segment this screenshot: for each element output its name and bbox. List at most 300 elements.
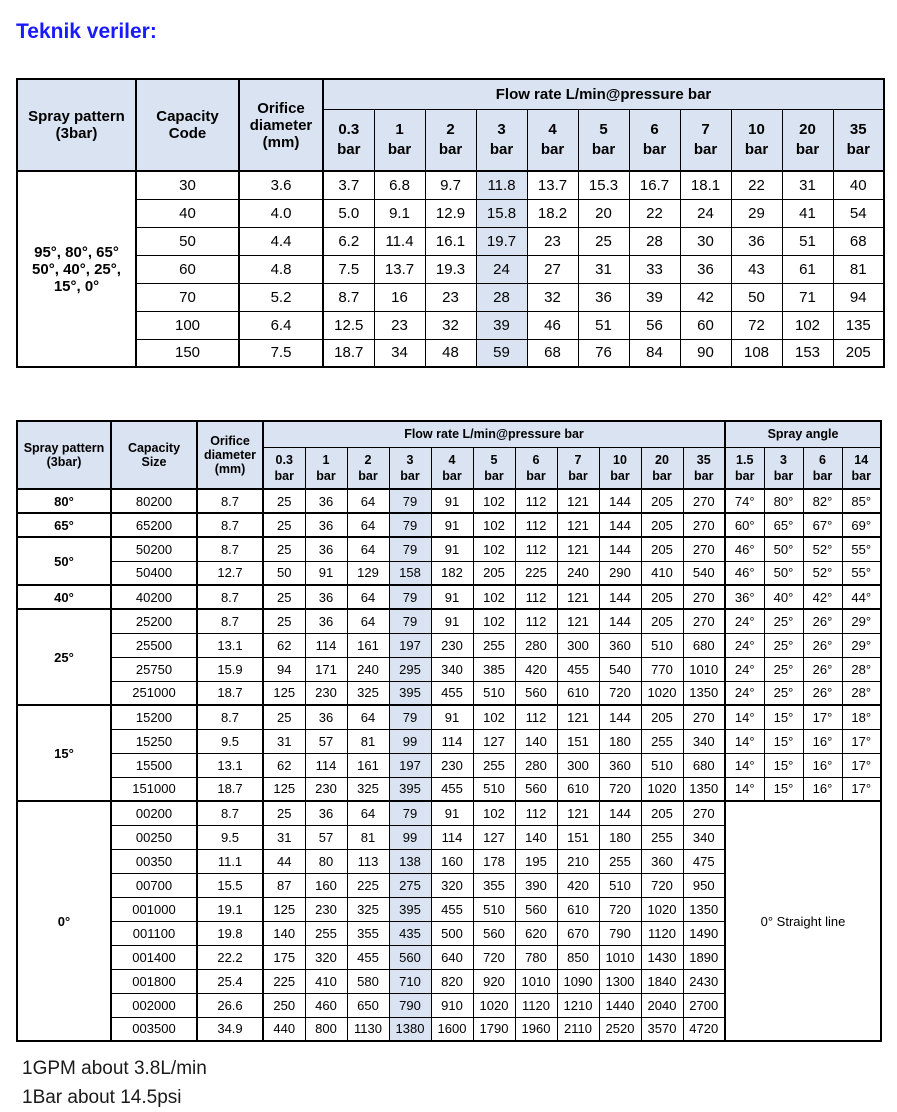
flow-cell: 102 xyxy=(473,705,515,729)
spray-angle-cell: 15° xyxy=(764,705,803,729)
pressure-unit: bar xyxy=(693,140,718,158)
flow-cell: 28 xyxy=(476,283,527,311)
flow-cell: 182 xyxy=(431,561,473,585)
pressure-header xyxy=(347,447,389,489)
flow-cell: 325 xyxy=(347,897,389,921)
flow-cell: 850 xyxy=(557,945,599,969)
capacity-size-cell: 15250 xyxy=(111,729,197,753)
orifice-diameter-cell: 15.9 xyxy=(197,657,263,681)
capacity-size-cell: 151000 xyxy=(111,777,197,801)
flow-cell: 1430 xyxy=(641,945,683,969)
flow-cell: 1010 xyxy=(515,969,557,993)
flow-cell: 32 xyxy=(527,283,578,311)
table-row xyxy=(17,537,881,561)
footnote-line: 1GPM about 3.8L/min xyxy=(22,1058,207,1079)
flow-cell: 205 xyxy=(641,609,683,633)
pressure-value: 5 xyxy=(490,452,498,467)
flow-cell: 102 xyxy=(473,489,515,513)
spray-angle-cell: 26° xyxy=(803,681,842,705)
flow-cell: 79 xyxy=(389,705,431,729)
flow-cell: 1010 xyxy=(683,657,725,681)
spray-angle-cell: 24° xyxy=(725,657,764,681)
capacity-code-cell: 50 xyxy=(136,227,239,255)
flow-cell: 121 xyxy=(557,489,599,513)
spray-angle-cell: 14° xyxy=(725,753,764,777)
pressure-unit: bar xyxy=(489,140,514,158)
flow-cell: 160 xyxy=(431,849,473,873)
flow-cell: 435 xyxy=(389,921,431,945)
flow-cell: 64 xyxy=(347,537,389,561)
flow-cell: 1090 xyxy=(557,969,599,993)
flow-cell: 230 xyxy=(305,681,347,705)
spray-angle-cell: 17° xyxy=(842,729,881,753)
flow-cell: 31 xyxy=(263,729,305,753)
flow-cell: 270 xyxy=(683,585,725,609)
flow-cell: 270 xyxy=(683,705,725,729)
pressure-value: 3 xyxy=(406,452,414,467)
pressure-value: 1 xyxy=(322,452,330,467)
spray-angle-cell: 36° xyxy=(725,585,764,609)
flow-cell: 360 xyxy=(599,633,641,657)
flow-cell: 121 xyxy=(557,705,599,729)
spray-angle-cell: 15° xyxy=(764,777,803,801)
orifice-diameter-cell: 9.5 xyxy=(197,729,263,753)
capacity-size-cell: 00350 xyxy=(111,849,197,873)
flow-cell: 71 xyxy=(782,283,833,311)
spray-angle-cell: 16° xyxy=(803,729,842,753)
flow-cell: 455 xyxy=(557,657,599,681)
flow-cell: 540 xyxy=(683,561,725,585)
spray-angle-cell: 69° xyxy=(842,513,881,537)
flow-cell: 25 xyxy=(263,537,305,561)
orifice-diameter-cell: 8.7 xyxy=(197,609,263,633)
pressure-header xyxy=(473,447,515,489)
flow-cell: 22 xyxy=(731,171,782,199)
flow-cell: 197 xyxy=(389,633,431,657)
flow-cell: 270 xyxy=(683,537,725,561)
capacity-size-cell: 65200 xyxy=(111,513,197,537)
flow-cell: 94 xyxy=(833,283,884,311)
flow-cell: 16 xyxy=(374,283,425,311)
flow-cell: 230 xyxy=(431,633,473,657)
flow-cell: 15.8 xyxy=(476,199,527,227)
flow-cell: 62 xyxy=(263,633,305,657)
table-row xyxy=(17,777,881,801)
flow-cell: 475 xyxy=(683,849,725,873)
spray-angle-cell: 24° xyxy=(725,633,764,657)
spray-angle-cell: 25° xyxy=(764,657,803,681)
flow-cell: 12.5 xyxy=(323,311,374,339)
flow-cell: 275 xyxy=(389,873,431,897)
flow-cell: 640 xyxy=(431,945,473,969)
pressure-value: 7 xyxy=(701,120,710,138)
flow-cell: 25 xyxy=(263,705,305,729)
pressure-header xyxy=(578,109,629,171)
pressure-value: 0.3 xyxy=(338,120,360,138)
flow-cell: 114 xyxy=(305,753,347,777)
flow-cell: 25 xyxy=(263,513,305,537)
flow-cell: 144 xyxy=(599,489,641,513)
flow-cell: 121 xyxy=(557,609,599,633)
pressure-unit: bar xyxy=(642,140,667,158)
flow-cell: 510 xyxy=(473,777,515,801)
flow-cell: 2520 xyxy=(599,1017,641,1041)
spray-angle-cell: 52° xyxy=(803,537,842,561)
spray-angle-cell: 26° xyxy=(803,609,842,633)
flow-cell: 81 xyxy=(833,255,884,283)
orifice-diameter-cell: 4.4 xyxy=(239,227,323,255)
flow-cell: 2110 xyxy=(557,1017,599,1041)
flow-cell: 455 xyxy=(347,945,389,969)
flow-cell: 102 xyxy=(473,801,515,825)
capacity-size-cell: 15500 xyxy=(111,753,197,777)
flow-cell: 108 xyxy=(731,339,782,367)
flow-cell: 36 xyxy=(305,489,347,513)
flow-cell: 36 xyxy=(305,513,347,537)
table-row xyxy=(17,513,881,537)
orifice-diameter-cell: 8.7 xyxy=(197,585,263,609)
flow-cell: 79 xyxy=(389,585,431,609)
pressure-value: 3 xyxy=(497,120,506,138)
pressure-header xyxy=(305,447,347,489)
flow-cell: 43 xyxy=(731,255,782,283)
capacity-code-cell: 70 xyxy=(136,283,239,311)
orifice-diameter-cell: 9.5 xyxy=(197,825,263,849)
flow-cell: 1020 xyxy=(473,993,515,1017)
spray-angle-cell: 28° xyxy=(842,681,881,705)
flow-cell: 91 xyxy=(431,489,473,513)
flow-cell: 560 xyxy=(515,777,557,801)
flow-cell: 129 xyxy=(347,561,389,585)
flow-cell: 144 xyxy=(599,585,641,609)
flow-cell: 240 xyxy=(557,561,599,585)
flow-cell: 500 xyxy=(431,921,473,945)
pressure-header xyxy=(842,447,881,489)
flow-cell: 800 xyxy=(305,1017,347,1041)
flow-cell: 610 xyxy=(557,897,599,921)
flow-cell: 460 xyxy=(305,993,347,1017)
flow-cell: 18.1 xyxy=(680,171,731,199)
table-row xyxy=(17,311,884,339)
flow-cell: 4720 xyxy=(683,1017,725,1041)
flow-cell: 31 xyxy=(263,825,305,849)
flow-cell: 60 xyxy=(680,311,731,339)
pressure-value: 0.3 xyxy=(275,452,293,467)
flow-cell: 127 xyxy=(473,729,515,753)
flow-cell: 138 xyxy=(389,849,431,873)
pressure-unit: bar xyxy=(274,468,294,483)
flow-cell: 320 xyxy=(305,945,347,969)
capacity-size-cell: 40200 xyxy=(111,585,197,609)
pressure-unit: bar xyxy=(610,468,630,483)
flow-cell: 140 xyxy=(263,921,305,945)
flow-cell: 91 xyxy=(431,705,473,729)
spray-angle-cell: 67° xyxy=(803,513,842,537)
flow-cell: 112 xyxy=(515,705,557,729)
flow-cell: 135 xyxy=(833,311,884,339)
pressure-value: 5 xyxy=(599,120,608,138)
flow-cell: 205 xyxy=(641,513,683,537)
flow-cell: 11.4 xyxy=(374,227,425,255)
orifice-diameter-cell: 6.4 xyxy=(239,311,323,339)
orifice-diameter-cell: 8.7 xyxy=(197,513,263,537)
orifice-diameter-cell: 26.6 xyxy=(197,993,263,1017)
capacity-size-cell: 001000 xyxy=(111,897,197,921)
flow-cell: 50 xyxy=(731,283,782,311)
pressure-value: 1 xyxy=(395,120,404,138)
flow-cell: 230 xyxy=(431,753,473,777)
flow-cell: 420 xyxy=(515,657,557,681)
flow-cell: 410 xyxy=(305,969,347,993)
flow-cell: 13.7 xyxy=(527,171,578,199)
flow-cell: 140 xyxy=(515,729,557,753)
straight-line-note: 0° Straight line xyxy=(725,801,881,1041)
flow-cell: 3570 xyxy=(641,1017,683,1041)
table-row xyxy=(17,255,884,283)
flow-cell: 57 xyxy=(305,729,347,753)
flow-cell: 42 xyxy=(680,283,731,311)
flow-cell: 144 xyxy=(599,801,641,825)
flow-cell: 225 xyxy=(347,873,389,897)
flow-cell: 102 xyxy=(473,537,515,561)
orifice-diameter-cell: 13.1 xyxy=(197,633,263,657)
flow-rate-group-header: Flow rate L/min@pressure bar xyxy=(323,79,884,109)
flow-rate-table-single-pattern xyxy=(16,78,885,368)
flow-cell: 161 xyxy=(347,633,389,657)
spray-pattern-cell: 65° xyxy=(17,513,111,537)
spray-angle-group-header: Spray angle xyxy=(725,421,881,447)
spray-angle-cell: 40° xyxy=(764,585,803,609)
flow-cell: 510 xyxy=(641,633,683,657)
flow-cell: 48 xyxy=(425,339,476,367)
flow-cell: 34 xyxy=(374,339,425,367)
pressure-unit: bar xyxy=(846,140,870,158)
pressure-header xyxy=(680,109,731,171)
flow-cell: 13.7 xyxy=(374,255,425,283)
spray-pattern-header: Spray pattern (3bar) xyxy=(17,421,111,489)
flow-cell: 90 xyxy=(680,339,731,367)
pressure-header xyxy=(782,109,833,171)
spray-angle-cell: 26° xyxy=(803,633,842,657)
orifice-diameter-cell: 13.1 xyxy=(197,753,263,777)
flow-cell: 121 xyxy=(557,537,599,561)
flow-cell: 171 xyxy=(305,657,347,681)
flow-cell: 455 xyxy=(431,681,473,705)
flow-cell: 11.8 xyxy=(476,171,527,199)
spray-angle-cell: 42° xyxy=(803,585,842,609)
flow-cell: 680 xyxy=(683,753,725,777)
flow-cell: 144 xyxy=(599,705,641,729)
flow-cell: 127 xyxy=(473,825,515,849)
flow-cell: 56 xyxy=(629,311,680,339)
pressure-unit: bar xyxy=(526,468,546,483)
flow-cell: 6.8 xyxy=(374,171,425,199)
pressure-value: 6 xyxy=(532,452,540,467)
capacity-size-cell: 001100 xyxy=(111,921,197,945)
capacity-size-cell: 50200 xyxy=(111,537,197,561)
flow-cell: 175 xyxy=(263,945,305,969)
flow-cell: 1350 xyxy=(683,897,725,921)
flow-cell: 1350 xyxy=(683,681,725,705)
flow-cell: 2040 xyxy=(641,993,683,1017)
orifice-diameter-header: Orifice diameter (mm) xyxy=(197,421,263,489)
flow-cell: 410 xyxy=(641,561,683,585)
flow-cell: 205 xyxy=(641,585,683,609)
flow-cell: 112 xyxy=(515,609,557,633)
footnote-line: 1Bar about 14.5psi xyxy=(22,1087,182,1108)
pressure-value: 4 xyxy=(548,120,557,138)
pressure-value: 20 xyxy=(655,452,669,467)
flow-cell: 72 xyxy=(731,311,782,339)
table-row xyxy=(17,283,884,311)
flow-cell: 255 xyxy=(641,825,683,849)
flow-cell: 205 xyxy=(473,561,515,585)
flow-cell: 29 xyxy=(731,199,782,227)
flow-cell: 144 xyxy=(599,537,641,561)
pressure-value: 35 xyxy=(849,120,867,138)
flow-cell: 62 xyxy=(263,753,305,777)
pressure-header xyxy=(731,109,782,171)
flow-cell: 255 xyxy=(305,921,347,945)
pressure-value: 14 xyxy=(854,452,869,467)
flow-cell: 23 xyxy=(527,227,578,255)
flow-cell: 121 xyxy=(557,585,599,609)
pressure-unit: bar xyxy=(694,468,714,483)
flow-cell: 22 xyxy=(629,199,680,227)
flow-cell: 1840 xyxy=(641,969,683,993)
flow-cell: 160 xyxy=(305,873,347,897)
spray-angle-cell: 14° xyxy=(725,777,764,801)
flow-cell: 790 xyxy=(599,921,641,945)
flow-cell: 950 xyxy=(683,873,725,897)
flow-cell: 79 xyxy=(389,609,431,633)
spray-pattern-cell: 50° xyxy=(17,537,111,585)
flow-cell: 15.3 xyxy=(578,171,629,199)
flow-cell: 720 xyxy=(599,777,641,801)
spray-angle-cell: 17° xyxy=(842,753,881,777)
flow-cell: 16.1 xyxy=(425,227,476,255)
flow-cell: 1120 xyxy=(641,921,683,945)
flow-cell: 64 xyxy=(347,585,389,609)
orifice-diameter-cell: 18.7 xyxy=(197,681,263,705)
flow-cell: 102 xyxy=(473,513,515,537)
spray-pattern-cell: 25° xyxy=(17,609,111,705)
flow-cell: 68 xyxy=(527,339,578,367)
orifice-diameter-cell: 12.7 xyxy=(197,561,263,585)
flow-cell: 64 xyxy=(347,705,389,729)
spray-angle-cell: 28° xyxy=(842,657,881,681)
flow-cell: 36 xyxy=(680,255,731,283)
flow-cell: 25 xyxy=(263,585,305,609)
flow-cell: 81 xyxy=(347,729,389,753)
flow-cell: 18.2 xyxy=(527,199,578,227)
flow-cell: 250 xyxy=(263,993,305,1017)
table-row xyxy=(17,705,881,729)
capacity-size-cell: 251000 xyxy=(111,681,197,705)
flow-cell: 64 xyxy=(347,609,389,633)
table1-header xyxy=(17,79,884,171)
flow-cell: 39 xyxy=(629,283,680,311)
flow-rate-table-by-angle xyxy=(16,420,882,1042)
orifice-diameter-cell: 18.7 xyxy=(197,777,263,801)
spray-angle-cell: 25° xyxy=(764,633,803,657)
flow-cell: 27 xyxy=(527,255,578,283)
pressure-value: 20 xyxy=(799,120,816,138)
flow-cell: 205 xyxy=(641,801,683,825)
spray-angle-cell: 50° xyxy=(764,537,803,561)
pressure-header xyxy=(263,447,305,489)
flow-cell: 205 xyxy=(641,537,683,561)
table-row xyxy=(17,753,881,777)
flow-cell: 94 xyxy=(263,657,305,681)
spray-angle-cell: 82° xyxy=(803,489,842,513)
flow-cell: 340 xyxy=(683,729,725,753)
capacity-size-cell: 00700 xyxy=(111,873,197,897)
table-row xyxy=(17,561,881,585)
spray-angle-cell: 80° xyxy=(764,489,803,513)
flow-cell: 420 xyxy=(557,873,599,897)
flow-cell: 255 xyxy=(473,633,515,657)
pressure-header xyxy=(641,447,683,489)
flow-cell: 114 xyxy=(305,633,347,657)
flow-cell: 540 xyxy=(599,657,641,681)
flow-cell: 1120 xyxy=(515,993,557,1017)
pressure-value: 6 xyxy=(650,120,659,138)
orifice-diameter-cell: 8.7 xyxy=(197,801,263,825)
capacity-code-cell: 30 xyxy=(136,171,239,199)
pressure-header xyxy=(725,447,764,489)
spray-angle-cell: 16° xyxy=(803,777,842,801)
flow-cell: 510 xyxy=(641,753,683,777)
spray-angle-cell: 24° xyxy=(725,681,764,705)
flow-cell: 23 xyxy=(425,283,476,311)
pressure-unit: bar xyxy=(744,140,769,158)
pressure-unit: bar xyxy=(773,468,794,483)
capacity-code-cell: 100 xyxy=(136,311,239,339)
flow-cell: 225 xyxy=(515,561,557,585)
flow-cell: 16.7 xyxy=(629,171,680,199)
flow-cell: 195 xyxy=(515,849,557,873)
flow-cell: 41 xyxy=(782,199,833,227)
flow-cell: 395 xyxy=(389,777,431,801)
flow-cell: 670 xyxy=(557,921,599,945)
flow-cell: 25 xyxy=(263,489,305,513)
flow-cell: 1890 xyxy=(683,945,725,969)
flow-cell: 1960 xyxy=(515,1017,557,1041)
pressure-header xyxy=(833,109,884,171)
capacity-size-cell: 25750 xyxy=(111,657,197,681)
flow-cell: 91 xyxy=(431,513,473,537)
orifice-diameter-cell: 4.0 xyxy=(239,199,323,227)
flow-cell: 1380 xyxy=(389,1017,431,1041)
pressure-header xyxy=(803,447,842,489)
flow-cell: 51 xyxy=(578,311,629,339)
table-row xyxy=(17,339,884,367)
flow-cell: 64 xyxy=(347,801,389,825)
orifice-diameter-cell: 8.7 xyxy=(197,489,263,513)
flow-cell: 36 xyxy=(305,585,347,609)
orifice-diameter-cell: 22.2 xyxy=(197,945,263,969)
flow-cell: 36 xyxy=(305,705,347,729)
flow-cell: 7.5 xyxy=(323,255,374,283)
orifice-diameter-header: Orifice diameter (mm) xyxy=(239,79,323,171)
pressure-value: 6 xyxy=(819,452,826,467)
flow-cell: 161 xyxy=(347,753,389,777)
flow-cell: 51 xyxy=(782,227,833,255)
capacity-size-cell: 002000 xyxy=(111,993,197,1017)
flow-cell: 99 xyxy=(389,729,431,753)
flow-cell: 205 xyxy=(641,489,683,513)
